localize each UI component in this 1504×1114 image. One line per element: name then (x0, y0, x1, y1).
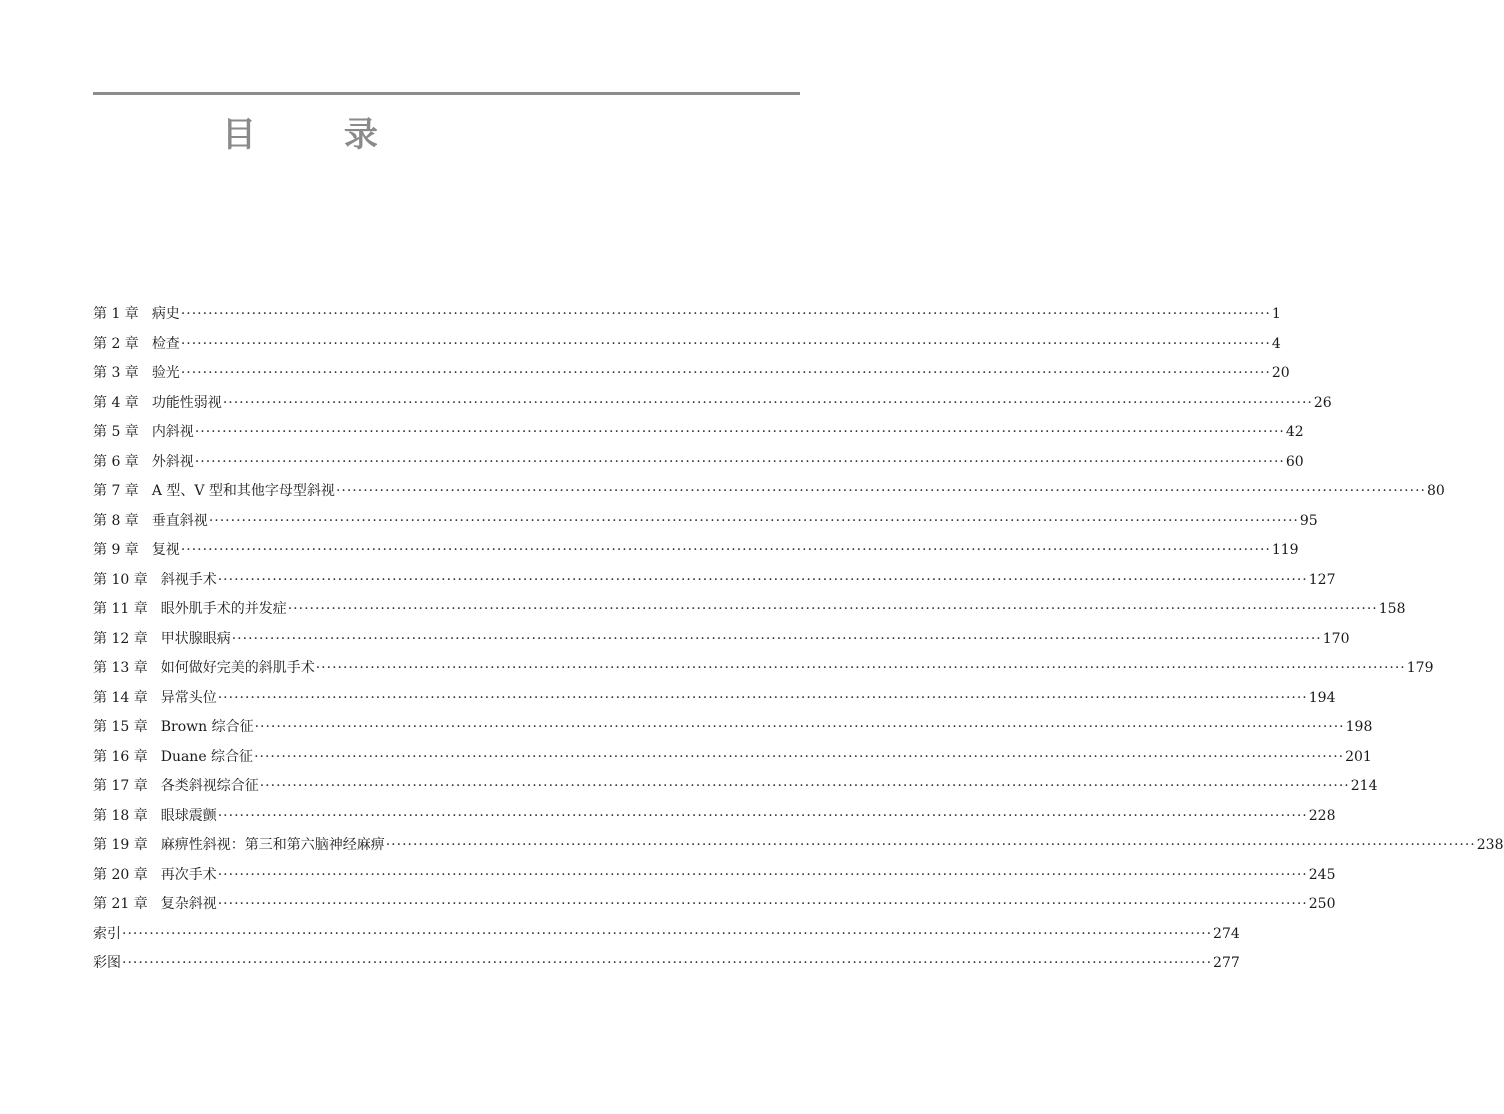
toc-chapter-title: Brown 综合征 (160, 719, 254, 735)
toc-entry[interactable] (93, 684, 1336, 714)
toc-chapter-number: 第 13 章 (93, 660, 148, 676)
toc-entry[interactable] (93, 477, 1445, 507)
toc-chapter-number: 第 4 章 (93, 394, 139, 411)
toc-leader-dots: ········································································································································································································ (122, 925, 1213, 942)
toc-chapter-title: 各类斜视综合征 (160, 778, 259, 794)
toc-chapter-number: 第 14 章 (93, 689, 148, 706)
toc-entry[interactable] (93, 300, 1281, 330)
toc-page-number: 245 (1308, 866, 1336, 883)
toc-entry[interactable] (93, 389, 1332, 419)
toc-entry[interactable] (93, 920, 1240, 950)
toc-chapter-title: A 型、V 型和其他字母型斜视 (151, 483, 335, 499)
toc-entry[interactable] (93, 448, 1304, 478)
toc-chapter-title: 眼球震颤 (160, 807, 217, 824)
top-rule (93, 92, 800, 95)
toc-chapter-number: 第 21 章 (93, 896, 148, 912)
toc-page-number: 170 (1322, 630, 1350, 647)
toc-page-number: 179 (1406, 660, 1434, 676)
toc-leader-dots: ········································································································································································································ (254, 719, 1345, 735)
toc-leader-dots: ········································································································································································································ (217, 571, 1308, 588)
toc-leader-dots: ········································································································································································································ (217, 866, 1308, 883)
toc-entry[interactable] (93, 595, 1406, 625)
toc-entry[interactable] (93, 949, 1240, 979)
toc-page-number: 119 (1271, 542, 1299, 558)
toc-chapter-title: Duane 综合征 (160, 748, 254, 765)
toc-chapter-number: 第 9 章 (93, 542, 139, 558)
toc-page-number: 238 (1476, 837, 1504, 853)
toc-page-number: 26 (1313, 394, 1332, 411)
toc-chapter-title: 异常头位 (160, 689, 217, 706)
toc-page-number: 127 (1308, 571, 1336, 588)
toc-chapter-number: 第 6 章 (93, 453, 139, 470)
toc-chapter-title: 彩图 (93, 955, 121, 971)
toc-leader-dots: ········································································································································································································ (194, 424, 1285, 440)
toc-chapter-title: 验光 (151, 365, 180, 381)
toc-page-number: 4 (1271, 335, 1281, 352)
toc-leader-dots: ········································································································································································································ (385, 837, 1476, 853)
toc-chapter-number: 第 15 章 (93, 719, 148, 735)
toc-page-number: 194 (1308, 689, 1336, 706)
toc-entry[interactable] (93, 890, 1336, 920)
toc-leader-dots: ········································································································································································································ (259, 778, 1350, 794)
toc-chapter-title: 甲状腺眼病 (160, 630, 231, 647)
toc-chapter-title: 功能性弱视 (151, 394, 222, 411)
toc-leader-dots: ········································································································································································································ (180, 335, 1271, 352)
toc-page-number: 228 (1308, 807, 1336, 824)
toc-entry[interactable] (93, 418, 1304, 448)
toc-page-number: 250 (1308, 896, 1336, 912)
toc-chapter-number: 第 11 章 (93, 601, 148, 617)
toc-chapter-title: 斜视手术 (160, 571, 217, 588)
toc-page-number: 20 (1271, 365, 1290, 381)
toc-page-number: 60 (1285, 453, 1304, 470)
toc-entry[interactable] (93, 713, 1373, 743)
toc-leader-dots: ········································································································································································································ (180, 306, 1271, 322)
toc-chapter-number: 第 5 章 (93, 424, 139, 440)
toc-chapter-number: 第 10 章 (93, 571, 148, 588)
toc-chapter-title: 眼外肌手术的并发症 (160, 601, 287, 617)
toc-page-number: 274 (1213, 925, 1240, 942)
toc-leader-dots: ········································································································································································································ (287, 601, 1378, 617)
toc-leader-dots: ········································································································································································································ (180, 365, 1271, 381)
toc-entry[interactable] (93, 536, 1299, 566)
toc-leader-dots: ········································································································································································································ (222, 394, 1313, 411)
toc-chapter-number: 第 2 章 (93, 335, 139, 352)
toc-entry[interactable] (93, 507, 1318, 537)
toc-entry[interactable] (93, 772, 1378, 802)
toc-chapter-number: 第 17 章 (93, 778, 148, 794)
toc-entry[interactable] (93, 654, 1434, 684)
toc-chapter-number: 第 20 章 (93, 866, 148, 883)
toc-chapter-number: 第 3 章 (93, 365, 139, 381)
toc-leader-dots: ········································································································································································································ (217, 689, 1308, 706)
toc-chapter-number: 第 18 章 (93, 807, 148, 824)
toc-page-number: 158 (1378, 601, 1406, 617)
toc-chapter-title: 复视 (151, 542, 180, 558)
toc-entry[interactable] (93, 743, 1372, 773)
toc-chapter-number: 第 12 章 (93, 630, 148, 647)
toc-chapter-title: 索引 (93, 925, 121, 942)
toc-page-number: 214 (1350, 778, 1378, 794)
toc-chapter-number: 第 7 章 (93, 483, 139, 499)
toc-entry[interactable] (93, 566, 1336, 596)
toc-page-number: 201 (1345, 748, 1372, 765)
toc-chapter-number: 第 19 章 (93, 837, 148, 853)
toc-entry[interactable] (93, 802, 1336, 832)
toc-chapter-title: 内斜视 (151, 424, 194, 440)
toc-entry[interactable] (93, 861, 1336, 891)
toc-entry[interactable] (93, 330, 1281, 360)
table-of-contents (93, 300, 1504, 979)
toc-leader-dots: ········································································································································································································ (335, 483, 1426, 499)
toc-leader-dots: ········································································································································································································ (180, 542, 1271, 558)
toc-leader-dots: ········································································································································································································ (315, 660, 1406, 676)
toc-entry[interactable] (93, 831, 1504, 861)
toc-page-number: 277 (1213, 955, 1240, 971)
toc-chapter-title: 检查 (151, 335, 180, 352)
toc-page-number: 198 (1345, 719, 1373, 735)
toc-page-number: 42 (1285, 424, 1304, 440)
toc-page-number: 1 (1271, 306, 1281, 322)
toc-leader-dots: ········································································································································································································ (194, 453, 1285, 470)
toc-chapter-number: 第 1 章 (93, 306, 139, 322)
toc-leader-dots: ········································································································································································································ (208, 512, 1299, 529)
toc-leader-dots: ········································································································································································································ (122, 955, 1213, 971)
toc-chapter-number: 第 8 章 (93, 512, 139, 529)
toc-leader-dots: ········································································································································································································ (217, 896, 1308, 912)
page-title: 目 录 (222, 115, 416, 155)
toc-leader-dots: ········································································································································································································ (217, 807, 1308, 824)
toc-leader-dots: ········································································································································································································ (254, 748, 1345, 765)
toc-chapter-title: 复杂斜视 (160, 896, 217, 912)
toc-entry[interactable] (93, 625, 1350, 655)
toc-chapter-title: 外斜视 (151, 453, 194, 470)
toc-leader-dots: ········································································································································································································ (231, 630, 1322, 647)
toc-chapter-title: 再次手术 (160, 866, 217, 883)
toc-chapter-title: 如何做好完美的斜肌手术 (160, 660, 315, 676)
toc-chapter-number: 第 16 章 (93, 748, 148, 765)
toc-chapter-title: 麻痹性斜视：第三和第六脑神经麻痹 (160, 837, 385, 853)
toc-chapter-title: 垂直斜视 (151, 512, 208, 529)
toc-page-number: 95 (1299, 512, 1318, 529)
toc-chapter-title: 病史 (151, 306, 180, 322)
toc-entry[interactable] (93, 359, 1290, 389)
toc-page-number: 80 (1426, 483, 1445, 499)
